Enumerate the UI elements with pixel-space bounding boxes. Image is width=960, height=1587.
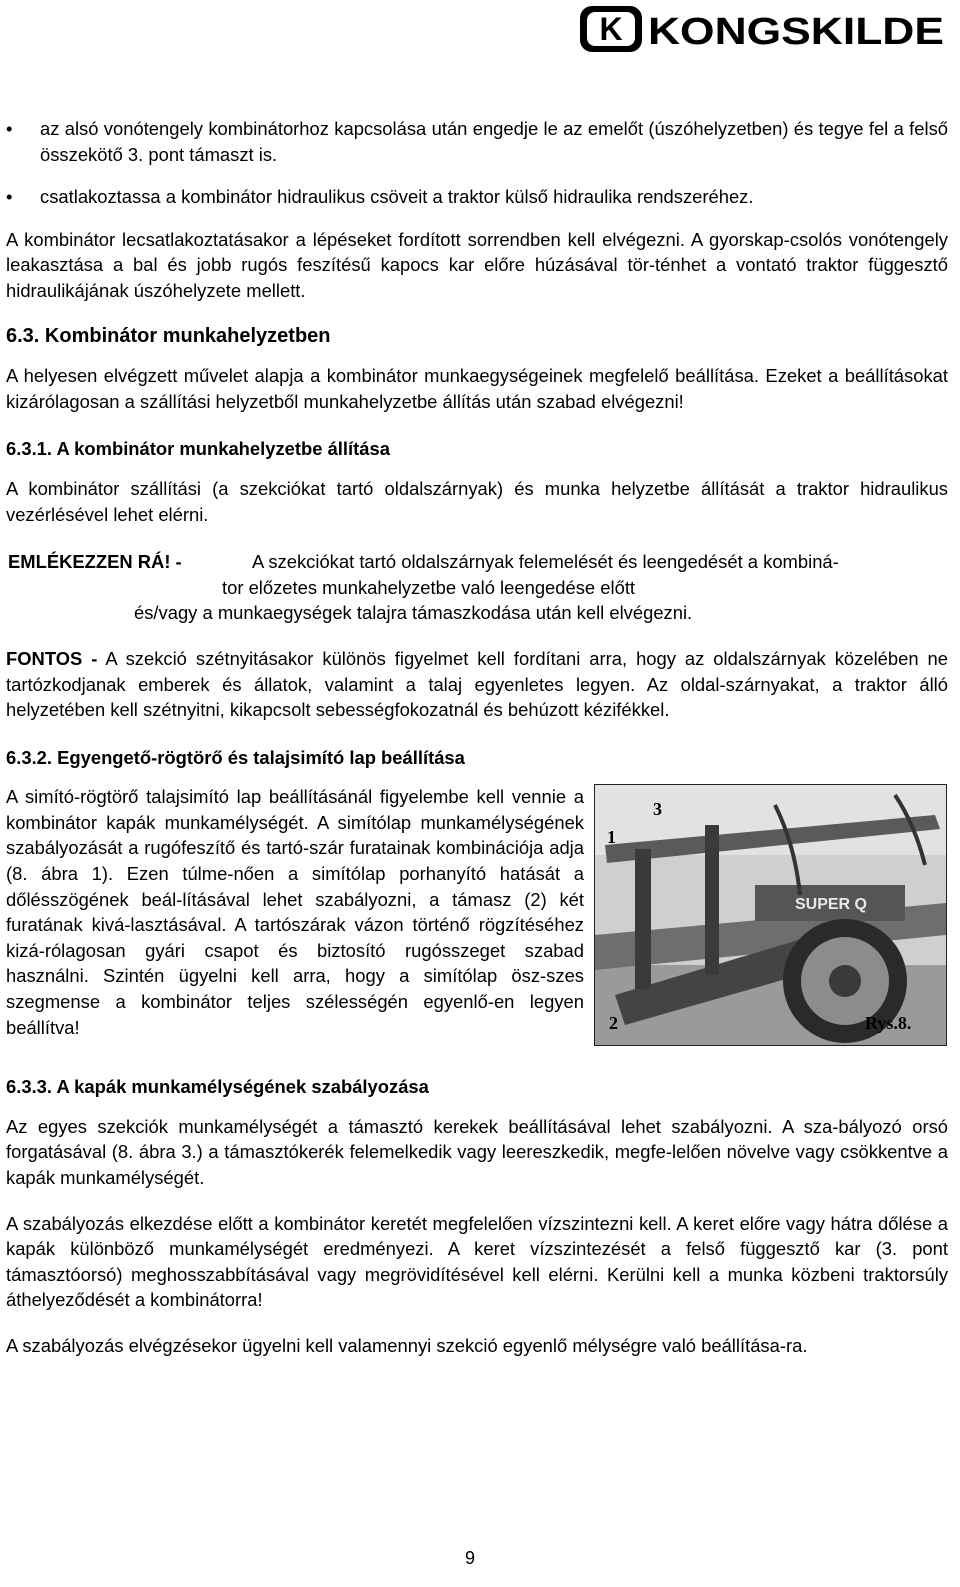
- page-content: [6, 116, 948, 1359]
- important-text: A szekció szétnyitásakor különös figyelmet kell fordítani arra, hogy az oldalszárnyak közelében ne tartózkodjanak emberek és állatok, valamint a talaj egyenletes legyen. Az oldal-szárnyakat, a traktor álló helyzetében kell szétnyitni, kikapcsolt sebességfokozatnál és behúzott kézifékkel.: [6, 647, 948, 721]
- section-6-3-paragraph: A helyesen elvégzett művelet alapja a kombinátor munkaegységeinek megfelelő beállítása. Ezeket a beállításokat kizárólagosan a szállítási helyzetből munkahelyzetbe állítás után szabad elvégezni!: [6, 365, 948, 412]
- bullet-text: csatlakoztassa a kombinátor hidraulikus csöveit a traktor külső hidraulika rendszeréhez.: [40, 186, 754, 208]
- bullet-item: [6, 184, 948, 210]
- section-heading-6-3-1: 6.3.1. A kombinátor munkahelyzetbe állítása: [6, 438, 390, 460]
- section-heading-6-3-3: 6.3.3. A kapák munkamélységének szabályozása: [6, 1076, 429, 1098]
- section-heading-6-3-2: 6.3.2. Egyengető-rögtörő és talajsimító lap beállítása: [6, 746, 465, 768]
- important-note: [6, 646, 948, 723]
- text-figure-row: [6, 784, 948, 1052]
- remember-line: A szekciókat tartó oldalszárnyak felemelését és leengedését a kombiná-: [252, 551, 839, 573]
- figure-callout-3: 3: [653, 799, 662, 820]
- bullet-text: az alsó vonótengely kombinátorhoz kapcsolása után engedje le az emelőt (úszóhelyzetben) és tegye fel a felső összekötő 3. pont támaszt is.: [40, 118, 948, 165]
- page-number: 9: [464, 1548, 475, 1568]
- logo-mark: K: [599, 11, 623, 47]
- section-6-3-2-paragraph: A simító-rögtörő talajsimító lap beállításánál figyelembe kell vennie a kombinátor kapák munkamélységét. A simítólap munkamélységének szabályozását a rugófeszítő és tartó-szár furatainak kombinációja adja (8. ábra 1). Ezen túlme-nően a simítólap porhanyító hatását a dőlésszögének beál-lításával lehet szabályozni, a támasz (2) két furatának kivá-lasztásával. A tartószárak vázon történő rögzítéséhez kizá-rólagosan gyári csapot és biztosító rugósszeget szabad használni. Szintén ügyelni kell arra, hogy a simítólap ösz-szes szegmense a kombinátor teljes szélességén egyenlő-en legyen beállítva!: [6, 786, 584, 1038]
- section-6-3-1-paragraph: A kombinátor szállítási (a szekciókat tartó oldalszárnyak) és munka helyzetbe állítását a traktor hidraulikus vezérlésével lehet elérni.: [6, 477, 948, 525]
- section-6-3-3-paragraph-2: A szabályozás elkezdése előtt a kombinátor keretét megfelelően vízszintezni kell. A keret előre vagy hátra dőlése a kapák különböző munkamélységét eredményezi. A keret vízszintezését a felső függesztő kar (3. pont támasztóorsó) meghosszabbításával vagy megrövidítésével kell elérni. Kerülni kell a munka közbeni traktorsúly áthelyeződését a kombinátorra!: [6, 1212, 948, 1311]
- kongskilde-logo: [578, 0, 948, 58]
- section-6-3-3-paragraph-1: Az egyes szekciók munkamélységét a támasztó kerekek beállításával lehet szabályozni. A sza-bályozó orsó forgatásával (8. ábra 3.) a támasztókerék felemelkedik vagy leereszkedik, megfe-lelően növelve vagy csökkentve a kapák munkamélységét.: [6, 1115, 948, 1189]
- bullet-dot-icon: •: [6, 186, 13, 208]
- figure-callout-2: 2: [609, 1013, 618, 1034]
- remember-line: tor előzetes munkahelyzetbe való leengedése előtt: [222, 576, 636, 598]
- frame-label: SUPER Q: [794, 896, 868, 914]
- figure-8-photo: [594, 784, 947, 1046]
- remember-label: EMLÉKEZZEN RÁ! -: [8, 551, 182, 573]
- figure-caption: Rys.8.: [865, 1013, 912, 1034]
- bullet-dot-icon: •: [6, 118, 13, 139]
- section-6-3-3-paragraph-3: A szabályozás elvégzésekor ügyelni kell valamennyi szekció egyenlő mélységre való beállítása-ra.: [6, 1335, 808, 1357]
- intro-paragraph: A kombinátor lecsatlakoztatásakor a lépéseket fordított sorrendben kell elvégezni. A gyorskap-csolós vonótengely leakasztása a bal és jobb rugós feszítésű kapocs kar előre húzásával tör-ténhet a vontató traktor függesztő hidraulikájának úszóhelyzete mellett.: [6, 228, 948, 301]
- bullet-item: [6, 116, 948, 167]
- important-label: FONTOS -: [6, 647, 98, 669]
- logo-brand-text: KONGSKILDE: [648, 11, 944, 53]
- remember-note: [6, 549, 948, 626]
- remember-line: és/vagy a munkaegységek talajra támaszkodása után kell elvégezni.: [134, 602, 693, 624]
- section-heading-6-3: 6.3. Kombinátor munkahelyzetben: [6, 324, 331, 347]
- figure-callout-1: 1: [607, 827, 616, 848]
